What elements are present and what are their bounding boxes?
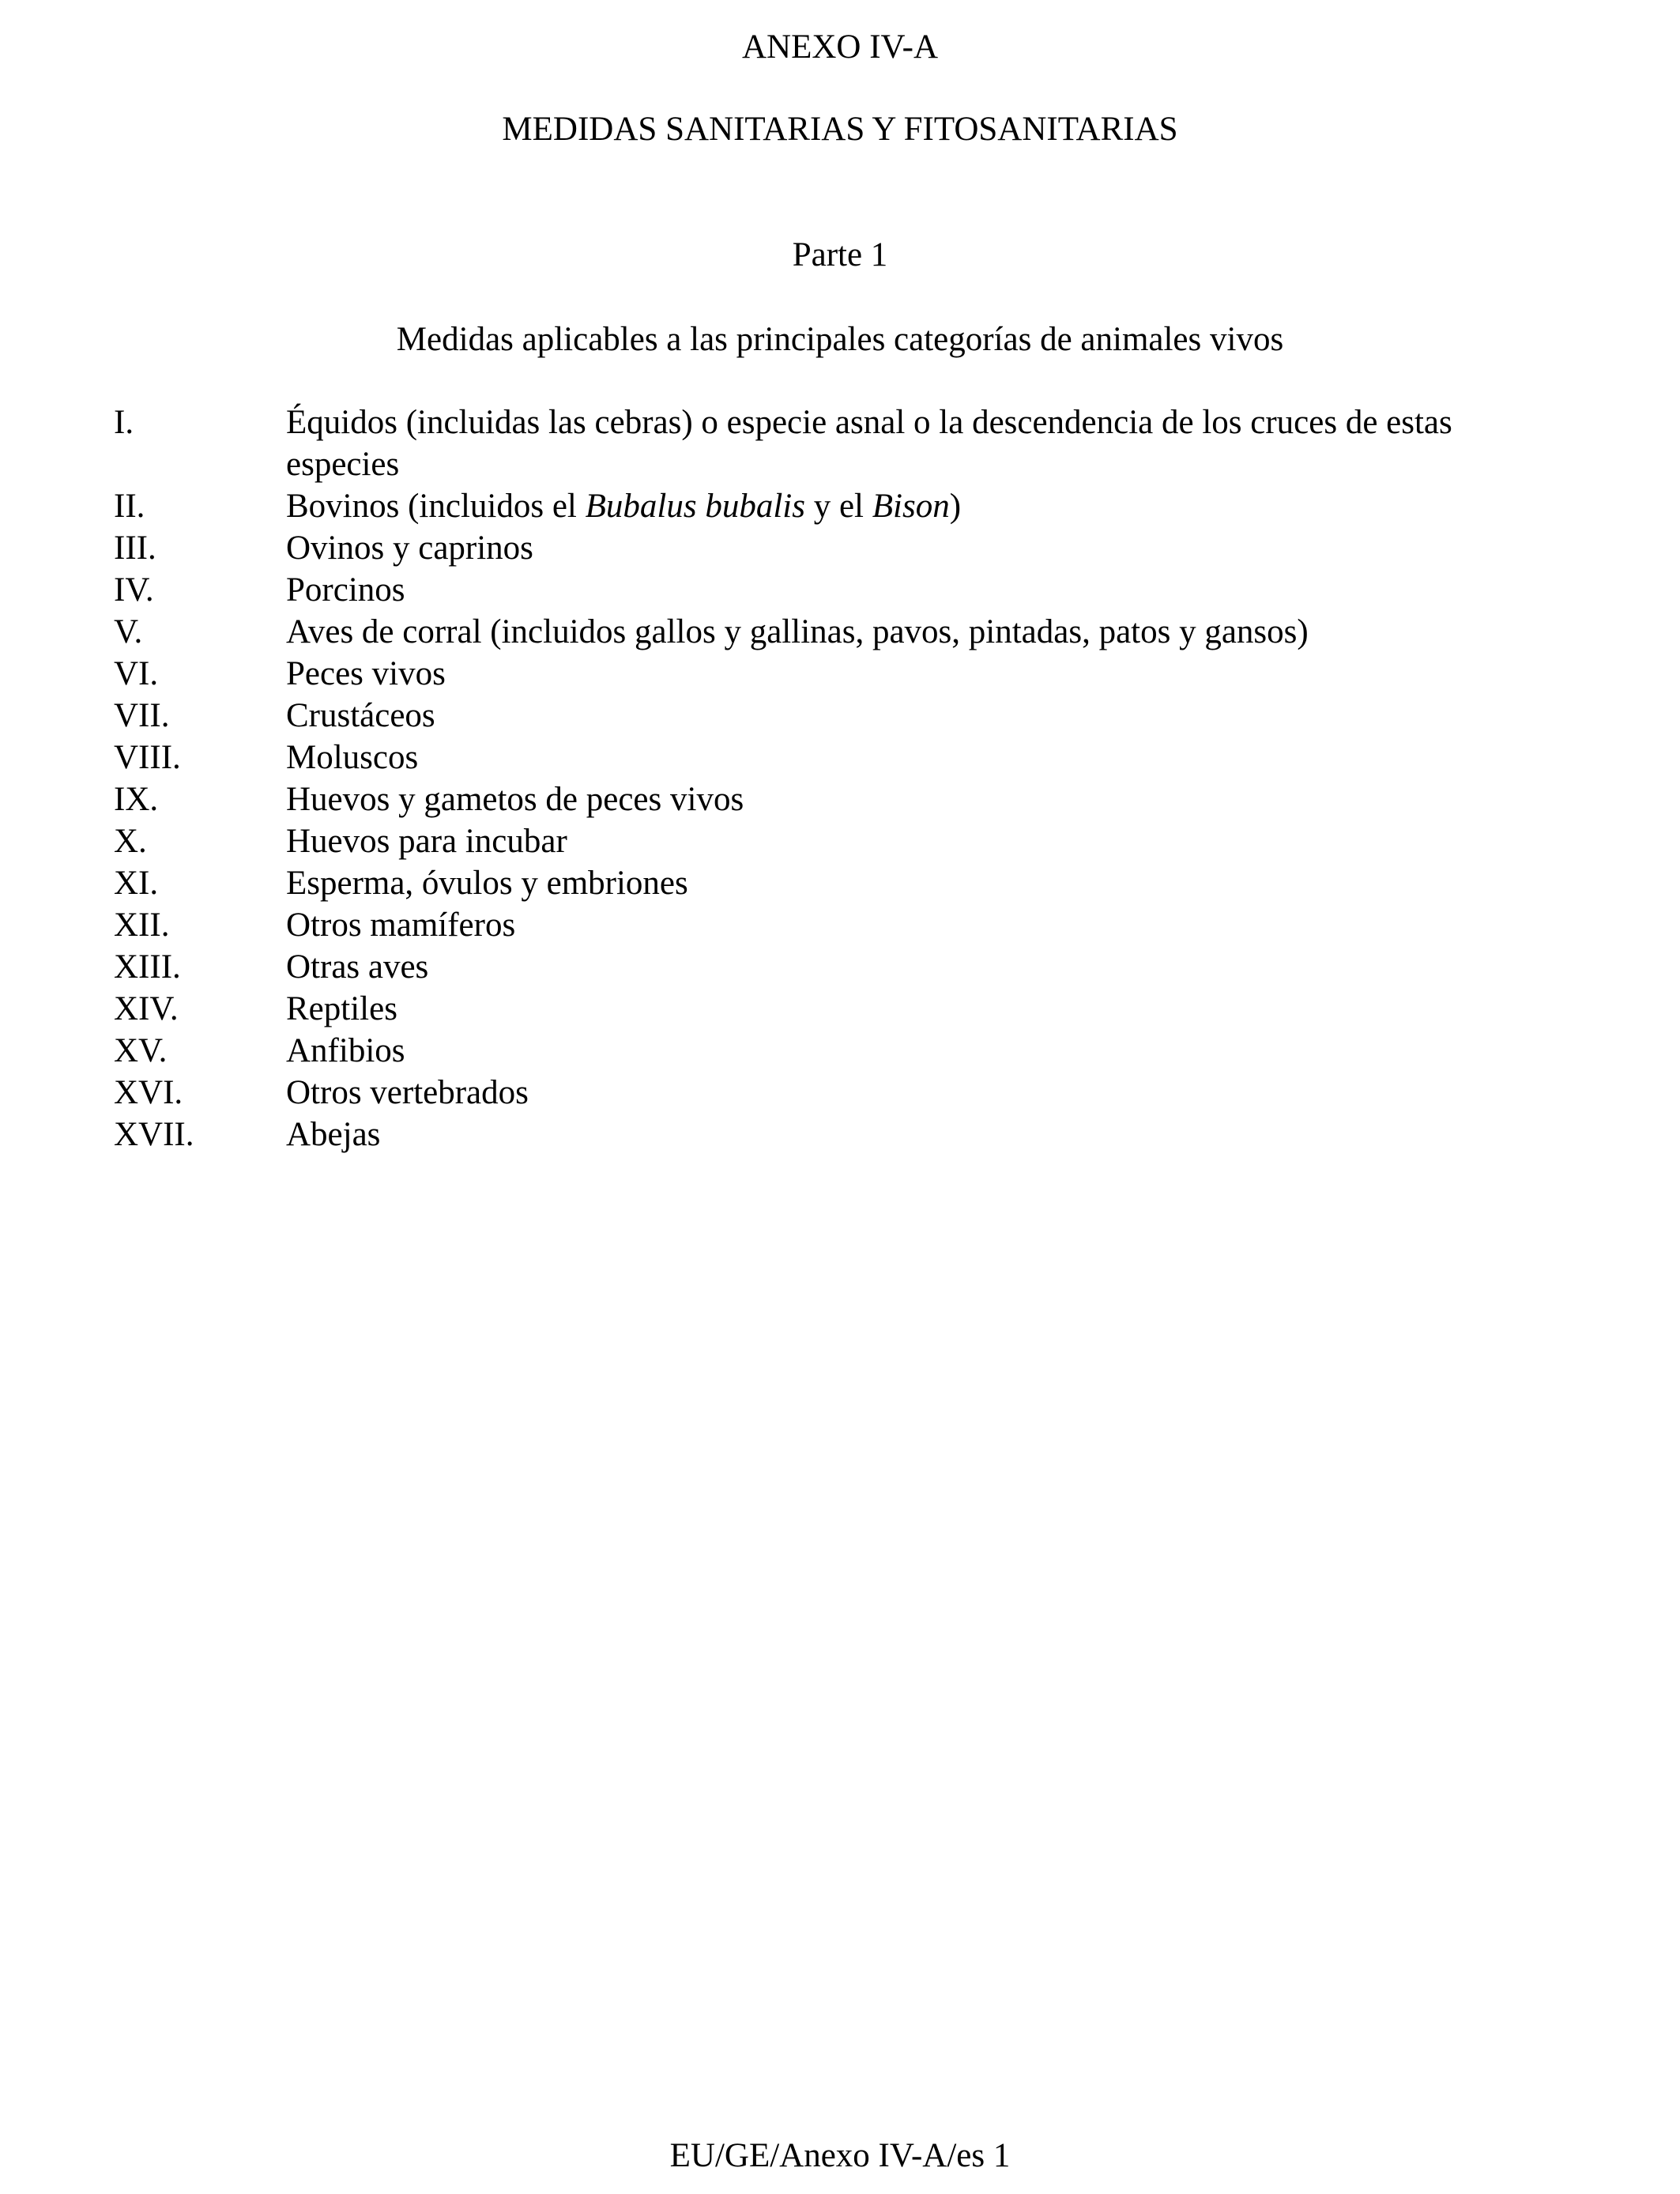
item-numeral: XII.: [114, 907, 170, 944]
item-numeral: V.: [114, 613, 143, 650]
part-subtitle: Medidas aplicables a las principales categorías de animales vivos: [396, 321, 1284, 358]
species-name-italic: Bison: [872, 488, 950, 525]
item-text: Crustáceos: [286, 697, 435, 734]
item-text: Moluscos: [286, 739, 419, 776]
list-item: [114, 988, 1536, 1030]
list-item: [114, 904, 1536, 946]
list-item: [114, 653, 1536, 695]
item-text: Équidos (incluidas las cebras) o especie asnal o la descendencia de los cruces de estas especies: [286, 404, 1452, 483]
list-item: [114, 778, 1536, 820]
item-text: Huevos y gametos de peces vivos: [286, 781, 744, 818]
item-numeral: XV.: [114, 1032, 168, 1069]
item-text-part: Bovinos (incluidos el: [286, 488, 586, 525]
list-item: [114, 737, 1536, 778]
item-numeral: VI.: [114, 655, 159, 692]
item-numeral: VIII.: [114, 739, 181, 776]
item-text: Reptiles: [286, 990, 397, 1027]
list-item: [114, 820, 1536, 862]
item-text: Otras aves: [286, 948, 429, 986]
item-numeral: VII.: [114, 697, 170, 734]
item-numeral: XIV.: [114, 990, 179, 1027]
item-text: Porcinos: [286, 571, 405, 609]
list-item: [114, 695, 1536, 737]
item-numeral: X.: [114, 823, 147, 860]
item-numeral: XVII.: [114, 1116, 194, 1153]
item-text: Abejas: [286, 1116, 381, 1153]
list-item: [114, 946, 1536, 988]
list-item: [114, 569, 1536, 611]
item-text-part: y el: [804, 488, 872, 525]
item-numeral: I.: [114, 404, 134, 441]
animal-category-list: [114, 401, 1536, 1155]
list-item: [114, 1114, 1536, 1155]
item-text: Otros vertebrados: [286, 1074, 529, 1111]
item-text: Aves de corral (incluidos gallos y gallinas, pavos, pintadas, patos y gansos): [286, 613, 1309, 650]
item-numeral: IV.: [114, 571, 154, 609]
item-text: Esperma, óvulos y embriones: [286, 865, 688, 902]
item-numeral: IX.: [114, 781, 159, 818]
item-text: [286, 485, 1536, 527]
list-item: [114, 611, 1536, 653]
page-footer-reference: EU/GE/Anexo IV-A/es 1: [669, 2137, 1011, 2174]
item-numeral: XI.: [114, 865, 159, 902]
item-numeral: III.: [114, 530, 156, 567]
list-item: [114, 1030, 1536, 1072]
item-text: Ovinos y caprinos: [286, 530, 533, 567]
item-text: Otros mamíferos: [286, 907, 516, 944]
item-text: Peces vivos: [286, 655, 446, 692]
item-text-part: ): [949, 488, 962, 525]
section-title: MEDIDAS SANITARIAS Y FITOSANITARIAS: [502, 111, 1178, 148]
list-item: [114, 1072, 1536, 1114]
list-item: [114, 401, 1536, 485]
list-item: [114, 862, 1536, 904]
part-title: Parte 1: [792, 236, 888, 273]
item-numeral: XIII.: [114, 948, 181, 986]
species-name-italic: Bubalus bubalis: [585, 488, 805, 525]
list-item: [114, 485, 1536, 527]
item-numeral: XVI.: [114, 1074, 183, 1111]
item-text: Anfibios: [286, 1032, 405, 1069]
list-item: [114, 527, 1536, 569]
item-text: Huevos para incubar: [286, 823, 567, 860]
annex-title: ANEXO IV-A: [741, 28, 939, 66]
item-numeral: II.: [114, 488, 145, 525]
